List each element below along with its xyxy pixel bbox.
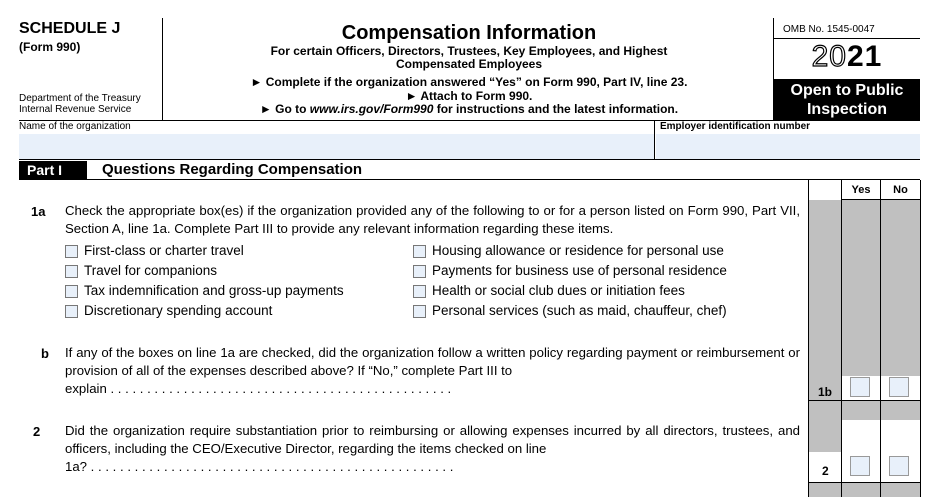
answer-2-yes[interactable] bbox=[850, 456, 870, 476]
checkbox[interactable] bbox=[65, 245, 78, 258]
part-bottom-rule bbox=[19, 179, 920, 180]
question-2-last-line bbox=[65, 458, 800, 476]
option-label: Travel for companions bbox=[84, 263, 218, 278]
option-label: First-class or charter travel bbox=[84, 243, 244, 258]
checkbox-discretionary-spending[interactable] bbox=[65, 301, 344, 321]
checkbox[interactable] bbox=[413, 245, 426, 258]
checkbox[interactable] bbox=[65, 285, 78, 298]
department-line-2: Internal Revenue Service bbox=[19, 104, 132, 115]
line-number-2: 2 bbox=[822, 464, 829, 478]
irs-link[interactable]: www.irs.gov/Form990 bbox=[309, 102, 434, 116]
checkbox-group-left bbox=[65, 241, 344, 321]
column-yes: Yes bbox=[851, 184, 871, 196]
checkbox-business-residence[interactable] bbox=[413, 261, 727, 281]
instruction-goto bbox=[165, 102, 773, 116]
instruction-attach: ► Attach to Form 990. bbox=[405, 89, 533, 103]
omb-number: OMB No. 1545-0047 bbox=[783, 24, 875, 35]
instruction-complete: ► Complete if the organization answered “Yes” on Form 990, Part IV, line 23. bbox=[250, 75, 688, 89]
subtitle-line-2: Compensated Employees bbox=[395, 57, 543, 71]
header-divider-left bbox=[162, 18, 163, 120]
open-to-public-badge bbox=[774, 79, 920, 120]
department-label bbox=[19, 93, 141, 115]
option-label: Health or social club dues or initiation fees bbox=[432, 283, 685, 298]
answer-1b-yes[interactable] bbox=[850, 377, 870, 397]
grid-line-left bbox=[808, 180, 809, 497]
row-1b-rule bbox=[808, 400, 920, 401]
question-1b-number: b bbox=[41, 346, 49, 361]
checkbox-group-right bbox=[413, 241, 727, 321]
column-no: No bbox=[893, 184, 908, 196]
checkbox-first-class-travel[interactable] bbox=[65, 241, 344, 261]
dot-leader: . . . . . . . . . . . . . . . . . . . . . . . . . . . . . . . . . . . . . . . . . . . . . . . bbox=[106, 381, 452, 396]
checkbox[interactable] bbox=[65, 305, 78, 318]
organization-name-label: Name of the organization bbox=[19, 121, 131, 132]
subtitle-line-1: For certain Officers, Directors, Trustees, Key Employees, and Highest bbox=[270, 44, 668, 58]
line-number-1b: 1b bbox=[818, 385, 833, 399]
checkbox[interactable] bbox=[413, 305, 426, 318]
part-title: Questions Regarding Compensation bbox=[102, 161, 363, 178]
option-label: Housing allowance or residence for personal use bbox=[432, 243, 724, 258]
checkbox[interactable] bbox=[65, 265, 78, 278]
grid-line-yes-no bbox=[880, 180, 881, 497]
option-label: Tax indemnification and gross-up payments bbox=[84, 283, 344, 298]
question-1b-last-line bbox=[65, 380, 800, 398]
shaded-linenum-2 bbox=[808, 420, 841, 452]
checkbox[interactable] bbox=[413, 265, 426, 278]
option-label: Discretionary spending account bbox=[84, 303, 273, 318]
checkbox-tax-indemnification[interactable] bbox=[65, 281, 344, 301]
question-1b-text: If any of the boxes on line 1a are checked, did the organization follow a written policy regarding payment or reimbursement or provision of all of the expenses described above? If “No,” complete Part III to bbox=[65, 345, 800, 378]
open-line-2: Inspection bbox=[806, 101, 887, 118]
question-1a-number: 1a bbox=[31, 204, 46, 219]
goto-suffix: for instructions and the latest information. bbox=[433, 102, 679, 116]
omb-divider bbox=[774, 38, 920, 39]
checkbox-travel-companions[interactable] bbox=[65, 261, 344, 281]
checkbox-housing-allowance[interactable] bbox=[413, 241, 727, 261]
part-label: Part I bbox=[19, 161, 87, 179]
answer-2-no[interactable] bbox=[889, 456, 909, 476]
row-2-rule bbox=[808, 482, 920, 483]
ein-input[interactable] bbox=[656, 134, 920, 159]
form-title: Compensation Information bbox=[341, 22, 597, 44]
name-row-bottom-rule bbox=[19, 159, 920, 160]
grid-line-yes-left bbox=[841, 180, 842, 497]
question-1a-text: Check the appropriate box(es) if the organization provided any of the following to or for a person listed on Form 990, Part VII, Section A, line 1a. Complete Part III to provide any relevant information regarding these items. bbox=[65, 203, 800, 236]
tax-year bbox=[774, 40, 920, 74]
shaded-bottom bbox=[808, 482, 920, 497]
department-line-1: Department of the Treasury bbox=[19, 93, 141, 104]
form-reference: (Form 990) bbox=[19, 40, 81, 54]
checkbox[interactable] bbox=[413, 285, 426, 298]
question-2-text: Did the organization require substantiation prior to reimbursing or allowing expenses incurred by all directors, trustees, and officers, including the CEO/Executive Director, regarding the items checked on line bbox=[65, 423, 800, 456]
header-row-rule bbox=[841, 199, 921, 200]
year-bold: 21 bbox=[847, 40, 883, 73]
shaded-area-1a bbox=[808, 200, 920, 376]
answer-1b-no[interactable] bbox=[889, 377, 909, 397]
shaded-spacer bbox=[808, 400, 920, 420]
question-2-number: 2 bbox=[33, 424, 41, 439]
goto-prefix: ► Go to bbox=[259, 102, 310, 116]
open-line-1: Open to Public bbox=[790, 82, 904, 99]
grid-line-right bbox=[920, 180, 921, 497]
option-label: Personal services (such as maid, chauffeur, chef) bbox=[432, 303, 727, 318]
ein-label: Employer identification number bbox=[660, 121, 811, 132]
year-outline: 20 bbox=[811, 40, 847, 73]
checkbox-personal-services[interactable] bbox=[413, 301, 727, 321]
form-subtitle bbox=[165, 45, 773, 71]
question-2-last-word: 1a? bbox=[65, 459, 88, 474]
option-label: Payments for business use of personal residence bbox=[432, 263, 727, 278]
checkbox-club-dues[interactable] bbox=[413, 281, 727, 301]
question-1b-last-word: explain bbox=[65, 381, 107, 396]
organization-name-input[interactable] bbox=[19, 134, 654, 159]
name-ein-divider bbox=[654, 121, 655, 159]
dot-leader: . . . . . . . . . . . . . . . . . . . . . . . . . . . . . . . . . . . . . . . . . . . . . . . . . . bbox=[87, 459, 454, 474]
schedule-title: SCHEDULE J bbox=[19, 20, 121, 37]
